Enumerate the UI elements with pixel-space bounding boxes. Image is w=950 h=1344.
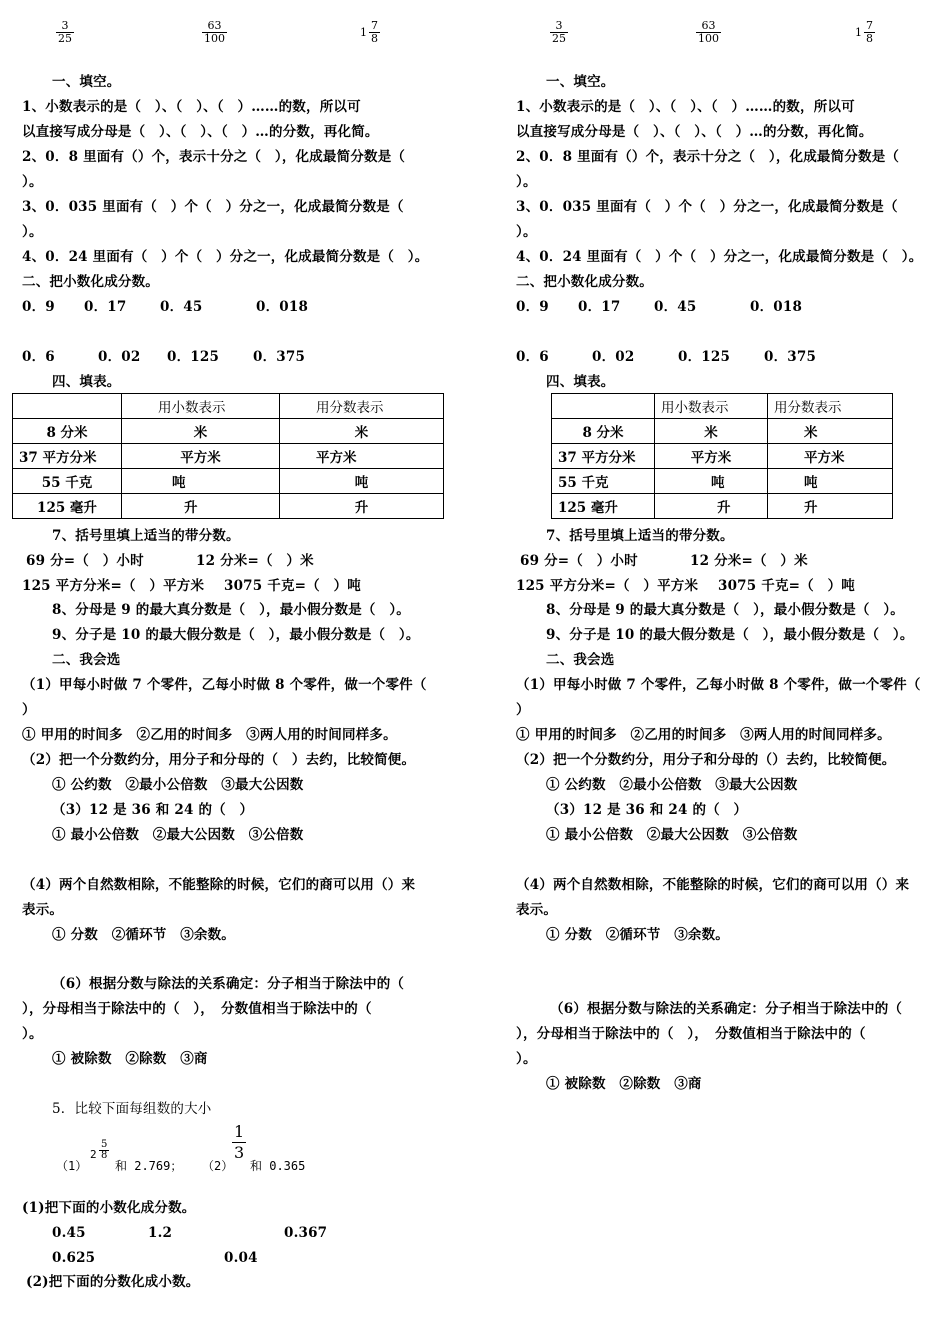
question-7c: 125 平方分米=（ ）平方米 [516,578,699,594]
choice-4-line-1: （4）两个自然数相除，不能整除的时候，它们的商可以用（）来 [22,877,416,893]
choice-2: （2）把一个分数约分，用分子和分母的（）去约，比较简便。 [516,752,896,768]
compare-1-text: 和 2.769； [115,1159,183,1173]
table-header-cell: 用分数表示 [768,394,893,419]
decimal-item: 0．375 [764,349,817,365]
choice-1-line-1: （1）甲每小时做 7 个零件，乙每小时做 8 个零件，做一个零件（ [22,677,427,693]
table-row [13,444,444,469]
choice-1-line-2: ） [22,702,36,718]
mixed-fraction-1-7-8: 1 $\frac{7}{8}$ [360,19,378,45]
choice-1-line-1: （1）甲每小时做 7 个零件，乙每小时做 8 个零件，做一个零件（ [516,677,921,693]
table-row [552,494,893,519]
question-1-line-2: 以直接写成分母是（ ）、（ ）、（ ）…的分数，再化简。 [516,124,873,140]
question-1-line-1: 1、小数表示的是（ ）、（ ）、（ ）……的数，所以可 [516,99,855,115]
question-7d: 3075 千克=（ ）吨 [224,578,361,594]
table-cell-fraction: 升 [280,494,444,519]
choice-4-line-1: （4）两个自然数相除，不能整除的时候，它们的商可以用（）来 [516,877,910,893]
choice-4-options: ① 分数 ②循环节 ③余数。 [546,927,729,943]
fraction-3-25: $\frac{3}{25}$ [58,19,72,45]
section-choice-title: 二、我会选 [546,652,615,668]
table-cell-fraction: 平方米 [280,444,444,469]
fraction-5-8: $\frac{5}{8}$ [101,1139,108,1161]
choice-4-options: ① 分数 ②循环节 ③余数。 [52,927,235,943]
question-9: 9、分子是 10 的最大假分数是（ ），最小假分数是（ ）。 [546,627,914,643]
question-2-line-2: ）。 [22,174,43,190]
question-2-line-1: 2、0．8 里面有（）个，表示十分之（ ），化成最简分数是（ [516,149,900,165]
unit-conversion-table [12,393,444,519]
section-fill-blank-title: 一、填空。 [546,74,615,90]
choice-3-options: ① 最小公倍数 ②最大公因数 ③公倍数 [52,827,304,843]
question-7b: 12 分米=（ ）米 [196,553,314,569]
section-decimal-to-fraction-title: 二、把小数化成分数。 [516,274,653,290]
section-fill-blank-title: 一、填空。 [52,74,121,90]
right-worksheet [516,0,946,1344]
question-3-line-1: 3、0．035 里面有（ ）个（ ）分之一，化成最简分数是（ [22,199,404,215]
compare-2-label: （2） [202,1159,234,1173]
table-header-cell [552,394,655,419]
question-1-line-1: 1、小数表示的是（ ）、（ ）、（ ）……的数，所以可 [22,99,361,115]
question-3-line-2: ）。 [22,224,43,240]
table-row [13,469,444,494]
fraction-1-3: $\frac{1}{3}$ [234,1122,245,1162]
table-header-cell [13,394,122,419]
decimal-item: 0．17 [578,299,621,315]
decimal-item: 0．018 [256,299,309,315]
table-row [552,419,893,444]
mixed-fraction-1-7-8-right: 1 $\frac{7}{8}$ [855,19,873,45]
table-cell-fraction: 米 [768,419,893,444]
table-cell-decimal: 吨 [655,469,768,494]
choice-4-line-2: 表示。 [516,902,558,918]
choice-6-line-3: ）。 [22,1026,43,1042]
choice-6-line-2: ），分母相当于除法中的（ ）， 分数值相当于除法中的（ [22,1001,372,1017]
choice-6-options: ① 被除数 ②除数 ③商 [546,1076,702,1092]
choice-6-line-3: ）。 [516,1051,537,1067]
choice-3-options: ① 最小公倍数 ②最大公因数 ③公倍数 [546,827,798,843]
question-7b: 12 分米=（ ）米 [690,553,808,569]
choice-2-options: ① 公约数 ②最小公倍数 ③最大公因数 [52,777,304,793]
section-fill-table-title: 四、填表。 [52,374,121,390]
decimal-item: 0．45 [160,299,203,315]
question-7c: 125 平方分米=（ ）平方米 [22,578,205,594]
decimal-item: 0.367 [284,1225,328,1241]
table-cell-quantity: 8 分米 [552,419,655,444]
question-8: 8、分母是 9 的最大真分数是（ ），最小假分数是（ ）。 [52,602,410,618]
choice-1-options: ① 甲用的时间多 ②乙用的时间多 ③两人用的时间同样多。 [516,727,891,743]
decimal-item: 0．02 [98,349,141,365]
table-cell-fraction: 平方米 [768,444,893,469]
decimal-item: 0．45 [654,299,697,315]
left-worksheet [19,0,452,1344]
choice-3: （3）12 是 36 和 24 的（ ） [546,802,748,818]
table-row [552,469,893,494]
table-cell-fraction: 吨 [280,469,444,494]
decimal-item: 0.04 [224,1250,258,1266]
table-row [13,419,444,444]
table-cell-fraction: 米 [280,419,444,444]
question-3-line-2: ）。 [516,224,537,240]
decimal-item: 0．17 [84,299,127,315]
question-9: 9、分子是 10 的最大假分数是（ ），最小假分数是（ ）。 [52,627,420,643]
fraction-63-100-right: $\frac{63}{100}$ [698,19,719,45]
table-cell-fraction: 吨 [768,469,893,494]
decimal-item: 0．6 [516,349,549,365]
decimal-item: 0．9 [22,299,55,315]
table-row [552,444,893,469]
choice-3: （3）12 是 36 和 24 的（ ） [52,802,254,818]
section-decimal-to-fraction-title: 二、把小数化成分数。 [22,274,159,290]
table-row [13,494,444,519]
unit-conversion-table [551,393,893,519]
table-header-row [13,394,444,419]
decimal-item: 0．02 [592,349,635,365]
question-4: 4、0．24 里面有（ ）个（ ）分之一，化成最简分数是（ ）。 [22,249,429,265]
question-8: 8、分母是 9 的最大真分数是（ ），最小假分数是（ ）。 [546,602,904,618]
table-cell-decimal: 升 [122,494,280,519]
choice-6-line-2: ），分母相当于除法中的（ ）， 分数值相当于除法中的（ [516,1026,866,1042]
table-header-cell: 用小数表示 [122,394,280,419]
choice-2: （2）把一个分数约分，用分子和分母的（ ）去约，比较简便。 [22,752,416,768]
choice-2-options: ① 公约数 ②最小公倍数 ③最大公因数 [546,777,798,793]
table-cell-decimal: 平方米 [122,444,280,469]
table-cell-decimal: 升 [655,494,768,519]
decimal-item: 0．6 [22,349,55,365]
decimal-item: 0.625 [52,1250,96,1266]
decimal-item: 0.45 [52,1225,86,1241]
choice-6-line-1: （6）根据分数与除法的关系确定：分子相当于除法中的（ [52,976,405,992]
choice-4-line-2: 表示。 [22,902,64,918]
table-header-cell: 用分数表示 [280,394,444,419]
question-7d: 3075 千克=（ ）吨 [718,578,855,594]
table-cell-quantity: 8 分米 [13,419,122,444]
table-cell-decimal: 吨 [122,469,280,494]
table-cell-quantity: 125 毫升 [552,494,655,519]
choice-6-options: ① 被除数 ②除数 ③商 [52,1051,208,1067]
section-decimal-to-fraction-2-title: (1)把下面的小数化成分数。 [22,1200,196,1216]
decimal-item: 0．9 [516,299,549,315]
section-compare-title: 5．比较下面每组数的大小 [52,1101,212,1117]
question-7a: 69 分=（ ）小时 [26,553,144,569]
fraction-63-100: $\frac{63}{100}$ [204,19,225,45]
table-cell-decimal: 平方米 [655,444,768,469]
question-7: 7、括号里填上适当的带分数。 [546,528,734,544]
section-fraction-to-decimal-title: (2)把下面的分数化成小数。 [26,1274,200,1290]
question-2-line-1: 2、0．8 里面有（）个，表示十分之（ ），化成最简分数是（ [22,149,406,165]
decimal-item: 0．018 [750,299,803,315]
question-7: 7、括号里填上适当的带分数。 [52,528,240,544]
compare-1-whole: 2 [90,1148,97,1161]
section-choice-title: 二、我会选 [52,652,121,668]
decimal-item: 1.2 [148,1225,173,1241]
table-cell-quantity: 37 平方分米 [552,444,655,469]
table-cell-decimal: 米 [655,419,768,444]
table-cell-quantity: 55 千克 [552,469,655,494]
table-cell-quantity: 125 毫升 [13,494,122,519]
question-2-line-2: ）。 [516,174,537,190]
question-7a: 69 分=（ ）小时 [520,553,638,569]
table-cell-quantity: 55 千克 [13,469,122,494]
question-4: 4、0．24 里面有（ ）个（ ）分之一，化成最简分数是（ ）。 [516,249,923,265]
choice-6-line-1: （6）根据分数与除法的关系确定：分子相当于除法中的（ [550,1001,903,1017]
choice-1-line-2: ） [516,702,530,718]
decimal-item: 0．375 [253,349,306,365]
compare-2-text: 和 0.365 [250,1159,306,1173]
compare-1-label: （1） [56,1159,88,1173]
decimal-item: 0．125 [678,349,731,365]
table-header-row [552,394,893,419]
table-cell-decimal: 米 [122,419,280,444]
fraction-3-25-right: $\frac{3}{25}$ [552,19,566,45]
question-1-line-2: 以直接写成分母是（ ）、（ ）、（ ）…的分数，再化简。 [22,124,379,140]
table-header-cell: 用小数表示 [655,394,768,419]
choice-1-options: ① 甲用的时间多 ②乙用的时间多 ③两人用的时间同样多。 [22,727,397,743]
decimal-item: 0．125 [167,349,220,365]
table-cell-quantity: 37 平方分米 [13,444,122,469]
table-cell-fraction: 升 [768,494,893,519]
section-fill-table-title: 四、填表。 [546,374,615,390]
question-3-line-1: 3、0．035 里面有（ ）个（ ）分之一，化成最简分数是（ [516,199,898,215]
